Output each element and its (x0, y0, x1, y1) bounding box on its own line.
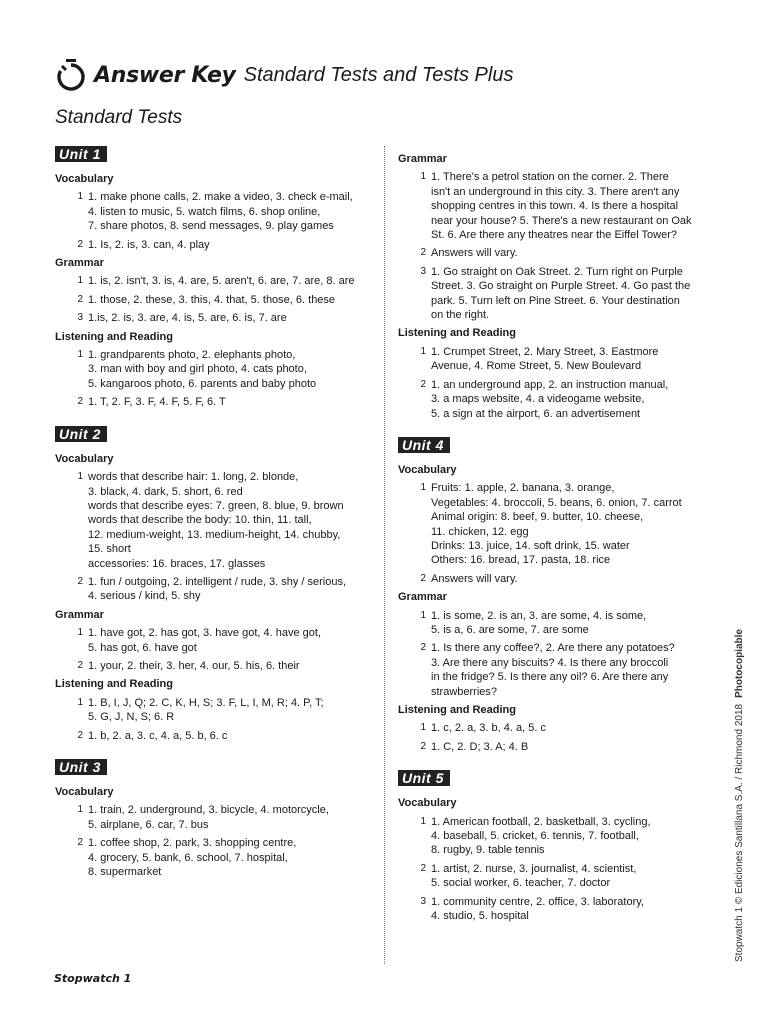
answer-line: Vegetables: 4. broccoli, 5. beans, 6. onion, 7. carrot (431, 496, 682, 509)
answer-text (431, 378, 720, 421)
answer-line: accessories: 16. braces, 17. glasses (88, 557, 266, 570)
answer-line: 4. studio, 5. hospital (431, 910, 529, 923)
exercise-number: 1 (77, 349, 83, 361)
answer-line: 3. man with boy and girl photo, 4. cats photo, (88, 363, 307, 376)
answer-line: 4. serious / kind, 5. shy (88, 590, 201, 603)
exercise-number: 1 (420, 171, 426, 183)
answer-line: shopping centres in this town. 4. Is there a hospital (431, 200, 679, 213)
answer-item (398, 721, 720, 735)
answer-line: 1. your, 2. their, 3. her, 4. our, 5. his, 6. their (88, 659, 300, 672)
subsection-heading: Vocabulary (398, 463, 457, 476)
answer-line: 1. an underground app, 2. an instruction manual, (431, 378, 669, 391)
answer-line: 1. artist, 2. nurse, 3. journalist, 4. scientist, (431, 862, 637, 875)
unit-section (398, 758, 720, 923)
answer-item (398, 481, 720, 567)
answer-line: Drinks: 13. juice, 14. soft drink, 15. water (431, 539, 630, 552)
answer-item (55, 311, 375, 325)
answer-line: isn't an underground in this city. 3. There aren't any (431, 185, 680, 198)
exercise-number: 1 (420, 722, 426, 734)
exercise-number: 3 (420, 265, 426, 277)
unit-section (398, 152, 720, 421)
answer-text (431, 721, 720, 735)
answer-line: on the right. (431, 309, 490, 322)
answer-text (88, 311, 375, 325)
exercise-number: 1 (420, 815, 426, 827)
answer-item (398, 895, 720, 924)
page-header (54, 58, 513, 92)
answer-item (55, 836, 375, 879)
unit-heading: Unit 5 (398, 770, 450, 786)
answer-line: 1. T, 2. F, 3. F, 4. F, 5. F, 6. T (88, 396, 226, 409)
answer-item (398, 740, 720, 754)
answer-text (88, 238, 375, 252)
answer-text (88, 575, 375, 604)
answer-item (55, 696, 375, 725)
answer-text (88, 626, 375, 655)
answer-text (431, 170, 720, 242)
answer-line: 1. American football, 2. basketball, 3. cycling, (431, 815, 651, 828)
unit-heading: Unit 2 (55, 426, 107, 442)
answer-text (431, 815, 720, 858)
answer-line: 5. G, J, N, S; 6. R (88, 711, 175, 724)
answer-item (55, 575, 375, 604)
answer-item (55, 348, 375, 391)
subsection-heading: Vocabulary (55, 173, 114, 185)
answer-item (55, 274, 375, 288)
unit-section (55, 414, 375, 743)
answer-text (88, 729, 375, 743)
answer-line: 3. a maps website, 4. a videogame website, (431, 393, 645, 406)
answer-line: St. 6. Are there any theatres near the Eiffel Tower? (431, 229, 678, 242)
answer-line: 3. Are there any biscuits? 4. Is there any broccoli (431, 656, 669, 669)
answer-line: words that describe hair: 1. long, 2. blonde, (88, 471, 299, 484)
answer-line: in the fridge? 5. Is there any oil? 6. Are there any (431, 671, 669, 684)
answer-item (398, 862, 720, 891)
unit-section (55, 146, 375, 410)
exercise-number: 1 (77, 696, 83, 708)
answer-text (88, 470, 375, 571)
answer-line: 12. medium-weight, 13. medium-height, 14. chubby, (88, 528, 341, 541)
answer-line: 5. is a, 6. are some, 7. are some (431, 623, 589, 636)
answer-item (55, 626, 375, 655)
answer-line: 1. those, 2. these, 3. this, 4. that, 5. those, 6. these (88, 293, 336, 306)
answer-line: Avenue, 4. Rome Street, 5. New Boulevard (431, 360, 642, 373)
answer-text (431, 246, 720, 260)
answer-text (431, 572, 720, 586)
unit-heading: Unit 4 (398, 437, 450, 453)
answer-line: 1. is, 2. isn't, 3. is, 4. are, 5. aren't, 6. are, 7. are, 8. are (88, 275, 355, 288)
answer-line: 1. train, 2. underground, 3. bicycle, 4. motorcycle, (88, 804, 329, 817)
answer-line: 5. airplane, 6. car, 7. bus (88, 818, 209, 831)
answer-item (55, 470, 375, 571)
subsection-heading: Grammar (398, 591, 447, 604)
answer-line: 4. baseball, 5. cricket, 6. tennis, 7. football, (431, 830, 639, 843)
exercise-number: 2 (420, 572, 426, 584)
answer-line: 1. Is, 2. is, 3. can, 4. play (88, 238, 210, 251)
exercise-number: 2 (77, 837, 83, 849)
answer-item (398, 378, 720, 421)
answer-line: 1. C, 2. D; 3. A; 4. B (431, 740, 529, 753)
answer-line: 11. chicken, 12. egg (431, 525, 529, 538)
answer-item (398, 345, 720, 374)
answer-item (55, 395, 375, 409)
answer-line: 4. grocery, 5. bank, 6. school, 7. hospital, (88, 851, 288, 864)
answer-line: 1. coffee shop, 2. park, 3. shopping centre, (88, 837, 297, 850)
page-title: Standard Tests and Tests Plus (243, 63, 514, 86)
answer-key-brand: Answer Key (94, 62, 236, 88)
answer-line: Answers will vary. (431, 247, 518, 260)
answer-line: 5. social worker, 6. teacher, 7. doctor (431, 877, 611, 890)
exercise-number: 2 (420, 247, 426, 259)
exercise-number: 2 (77, 575, 83, 587)
answer-text (88, 395, 375, 409)
unit-heading: Unit 1 (55, 146, 107, 162)
exercise-number: 2 (420, 378, 426, 390)
copyright-sidebar (734, 629, 745, 962)
answer-line: 1. Is there any coffee?, 2. Are there any potatoes? (431, 642, 675, 655)
exercise-number: 2 (420, 740, 426, 752)
spacer (398, 758, 720, 770)
answer-line: 1. is some, 2. is an, 3. are some, 4. is some, (431, 609, 647, 622)
subsection-heading: Grammar (55, 257, 104, 270)
answer-line: 4. listen to music, 5. watch films, 6. shop online, (88, 205, 321, 218)
spacer (55, 747, 375, 759)
stopwatch-icon (54, 58, 88, 92)
subsection-heading: Listening and Reading (55, 330, 173, 343)
answer-text (431, 895, 720, 924)
exercise-number: 3 (420, 895, 426, 907)
answer-text (88, 190, 375, 233)
answer-line: 5. a sign at the airport, 6. an advertisement (431, 407, 641, 420)
answer-line: words that describe the body: 10. thin, 11. tall, (88, 514, 312, 527)
subsection-heading: Grammar (55, 608, 104, 621)
answer-item (55, 293, 375, 307)
left-column (55, 146, 375, 883)
answer-line: strawberries? (431, 685, 498, 698)
exercise-number: 1 (77, 275, 83, 287)
spacer (55, 414, 375, 426)
answer-line: Answers will vary. (431, 572, 518, 585)
exercise-number: 1 (77, 191, 83, 203)
answer-line: 1. fun / outgoing, 2. intelligent / rude, 3. shy / serious, (88, 575, 347, 588)
answer-line: 8. supermarket (88, 866, 162, 879)
exercise-number: 1 (77, 471, 83, 483)
answer-line: 1. have got, 2. has got, 3. have got, 4. have got, (88, 627, 321, 640)
answer-line: 1. grandparents photo, 2. elephants photo, (88, 349, 296, 362)
exercise-number: 1 (420, 482, 426, 494)
answer-line: 1. b, 2. a, 3. c, 4. a, 5. b, 6. c (88, 729, 228, 742)
exercise-number: 1 (420, 345, 426, 357)
subsection-heading: Grammar (398, 153, 447, 165)
answer-text (431, 265, 720, 323)
answer-line: 1.is, 2. is, 3. are, 4. is, 5. are, 6. is, 7. are (88, 312, 287, 325)
column-divider (384, 146, 385, 964)
answer-item (55, 729, 375, 743)
subsection-heading: Listening and Reading (398, 327, 516, 340)
answer-item (398, 246, 720, 260)
answer-text (431, 481, 720, 567)
photocopiable-label: Photocopiable (734, 629, 745, 698)
answer-line: Others: 16. bread, 17. pasta, 18. rice (431, 554, 611, 567)
answer-line: 8. rugby, 9. table tennis (431, 844, 545, 857)
exercise-number: 2 (77, 396, 83, 408)
answer-item (55, 659, 375, 673)
answer-line: 1. c, 2. a, 3. b, 4. a, 5. c (431, 722, 546, 735)
answer-line: park. 5. Turn left on Pine Street. 6. Your destination (431, 294, 680, 307)
answer-line: near your house? 5. There's a new restaurant on Oak (431, 214, 692, 227)
subsection-heading: Vocabulary (55, 452, 114, 465)
exercise-number: 1 (77, 804, 83, 816)
subsection-heading: Vocabulary (398, 797, 457, 810)
answer-text (88, 274, 375, 288)
exercise-number: 2 (420, 862, 426, 874)
answer-text (431, 740, 720, 754)
answer-text (88, 293, 375, 307)
answer-text (431, 641, 720, 699)
copyright-text: Stopwatch 1 © Ediciones Santillana S.A. / Richmond 2018 (734, 703, 745, 962)
answer-text (431, 862, 720, 891)
right-column (398, 148, 720, 927)
answer-line: 1. community centre, 2. office, 3. laboratory, (431, 895, 644, 908)
subsection-heading: Listening and Reading (55, 678, 173, 691)
answer-line: 1. There's a petrol station on the corner. 2. There (431, 171, 669, 184)
exercise-number: 2 (77, 238, 83, 250)
section-title: Standard Tests (55, 107, 183, 128)
answer-item (55, 238, 375, 252)
footer-brand: Stopwatch 1 (54, 972, 132, 985)
answer-line: Street. 3. Go straight on Purple Street. 4. Go past the (431, 280, 691, 293)
answer-line: Fruits: 1. apple, 2. banana, 3. orange, (431, 482, 615, 495)
answer-line: words that describe eyes: 7. green, 8. blue, 9. brown (88, 499, 344, 512)
unit-section (55, 747, 375, 879)
exercise-number: 2 (77, 293, 83, 305)
exercise-number: 1 (77, 627, 83, 639)
answer-text (88, 836, 375, 879)
unit-section (398, 425, 720, 754)
exercise-number: 1 (420, 609, 426, 621)
answer-item (398, 815, 720, 858)
answer-line: 5. kangaroos photo, 6. parents and baby photo (88, 377, 317, 390)
answer-line: 3. black, 4. dark, 5. short, 6. red (88, 485, 243, 498)
unit-heading: Unit 3 (55, 759, 107, 775)
answer-text (88, 659, 375, 673)
answer-line: 15. short (88, 543, 131, 556)
spacer (398, 425, 720, 437)
answer-line: 1. make phone calls, 2. make a video, 3. check e-mail, (88, 191, 353, 204)
answer-text (431, 609, 720, 638)
answer-item (398, 265, 720, 323)
answer-line: 7. share photos, 8. send messages, 9. play games (88, 220, 334, 233)
answer-text (88, 803, 375, 832)
answer-text (431, 345, 720, 374)
answer-item (398, 609, 720, 638)
answer-line: 1. Crumpet Street, 2. Mary Street, 3. Eastmore (431, 345, 659, 358)
answer-line: Animal origin: 8. beef, 9. butter, 10. cheese, (431, 511, 644, 524)
answer-text (88, 696, 375, 725)
answer-line: 1. Go straight on Oak Street. 2. Turn right on Purple (431, 265, 683, 278)
answer-item (398, 170, 720, 242)
exercise-number: 2 (420, 642, 426, 654)
exercise-number: 2 (77, 659, 83, 671)
answer-line: 5. has got, 6. have got (88, 641, 197, 654)
subsection-heading: Vocabulary (55, 786, 114, 798)
answer-item (398, 572, 720, 586)
exercise-number: 2 (77, 729, 83, 741)
exercise-number: 3 (77, 312, 83, 324)
answer-item (398, 641, 720, 699)
answer-item (55, 803, 375, 832)
answer-item (55, 190, 375, 233)
answer-line: 1. B, I, J, Q; 2. C, K, H, S; 3. F, L, I, M, R; 4. P, T; (88, 696, 324, 709)
answer-text (88, 348, 375, 391)
subsection-heading: Listening and Reading (398, 704, 516, 716)
